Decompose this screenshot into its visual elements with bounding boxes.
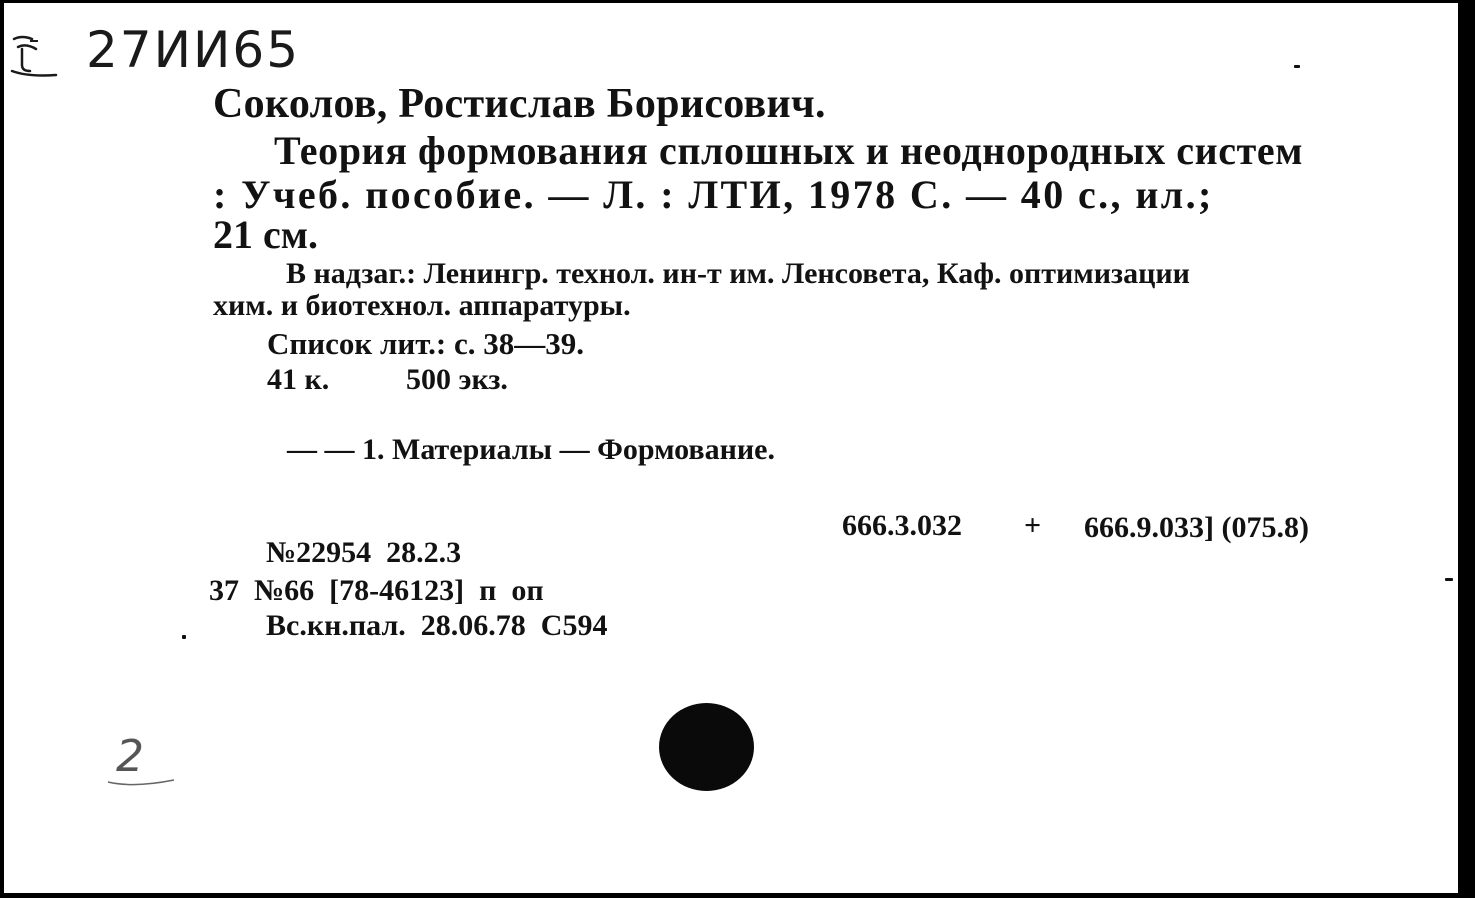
speck-left xyxy=(182,635,186,639)
price: 41 к. xyxy=(267,363,330,396)
udc-part-1: 666.3.032 xyxy=(842,509,962,542)
subject-heading: — — 1. Материалы — Формование. xyxy=(287,433,775,466)
speck-top-right xyxy=(1294,65,1300,68)
record-line-3: Вс.кн.пал. 28.06.78 С594 xyxy=(266,609,608,642)
copies: 500 экз. xyxy=(406,363,508,396)
title-line-2: : Учеб. пособие. — Л. : ЛТИ, 1978 С. — 40 с., ил.; xyxy=(213,172,1214,217)
note-line-2: хим. и биотехнол. аппаратуры. xyxy=(213,289,631,322)
udc-plus: + xyxy=(1024,509,1042,542)
handwritten-corner-mark xyxy=(8,31,60,79)
speck-right xyxy=(1445,578,1453,581)
udc-part-2: 666.9.033] (075.8) xyxy=(1084,511,1309,544)
handwritten-number: 27ИИ65 xyxy=(86,21,301,79)
note-line-1: В надзаг.: Ленингр. технол. ин-т им. Ленсовета, Каф. оптимизации xyxy=(286,257,1190,290)
record-line-2: 37 №66 [78-46123] п оп xyxy=(209,574,544,607)
record-line-1: №22954 28.2.3 xyxy=(266,536,462,569)
punched-hole xyxy=(659,703,754,791)
catalog-card xyxy=(4,3,1458,893)
title-line-1: Теория формования сплошных и неоднородных систем xyxy=(274,128,1304,173)
handwritten-mark: 2 xyxy=(116,731,144,782)
bibliography-note: Список лит.: с. 38—39. xyxy=(267,326,584,361)
title-line-3: 21 см. xyxy=(213,212,318,257)
handwritten-underline xyxy=(104,738,184,793)
author-heading: Соколов, Ростислав Борисович. xyxy=(213,81,826,127)
